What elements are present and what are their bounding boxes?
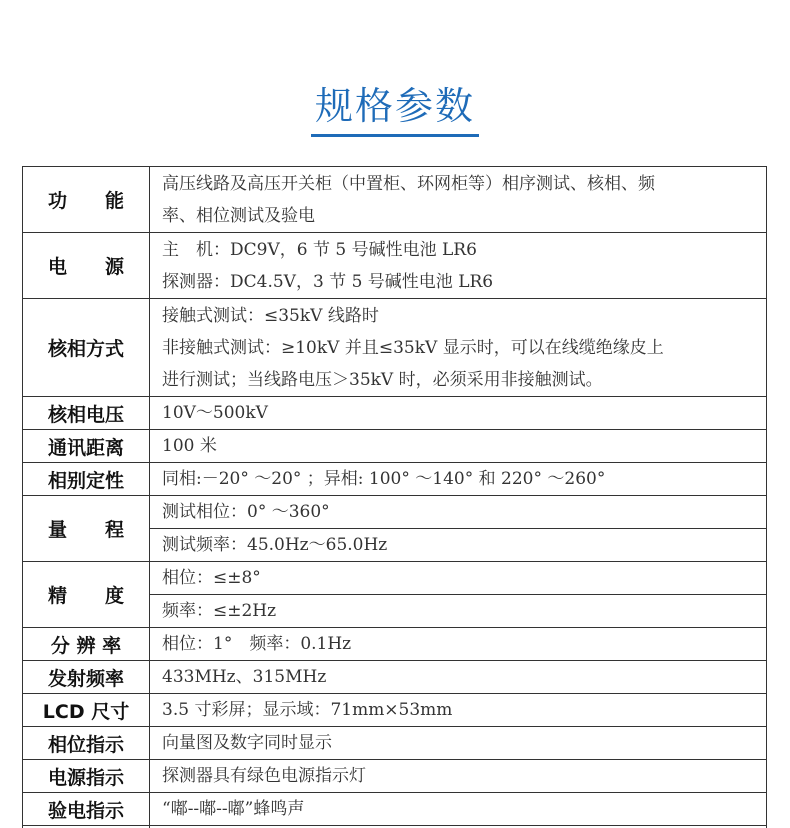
row-label: 核相方式 <box>23 299 150 397</box>
table-row <box>23 397 767 430</box>
row-label: 相别定性 <box>23 463 150 496</box>
page-title: 规格参数 <box>311 84 479 137</box>
value-line: 率、相位测试及验电 <box>162 205 315 226</box>
table-row <box>23 727 767 760</box>
row-value <box>150 167 767 233</box>
row-label: 电 源 <box>23 233 150 299</box>
row-value <box>150 661 767 694</box>
value-line: 探测器具有绿色电源指示灯 <box>162 766 366 786</box>
table-row <box>23 299 767 397</box>
value-line: 接触式测试：≤35kV 线路时 <box>162 305 379 326</box>
row-value <box>150 727 767 760</box>
value-line: 100 米 <box>162 436 217 456</box>
table-row <box>23 562 767 628</box>
row-value <box>150 760 767 793</box>
row-value <box>150 694 767 727</box>
value-line: 433MHz、315MHz <box>162 667 327 687</box>
value-line: 频率：≤±2Hz <box>150 594 766 627</box>
row-label: 验电指示 <box>23 793 150 826</box>
value-line: 相位：≤±8° <box>162 568 261 588</box>
value-line: 进行测试；当线路电压＞35kV 时，必须采用非接触测试。 <box>162 369 603 390</box>
table-row <box>23 496 767 562</box>
value-line: 高压线路及高压开关柜（中置柜、环网柜等）相序测试、核相、频 <box>162 173 655 194</box>
row-label: 发射频率 <box>23 661 150 694</box>
value-line: 3.5 寸彩屏；显示域：71mm×53mm <box>162 700 453 720</box>
row-label: 精 度 <box>23 562 150 628</box>
value-line: 主 机：DC9V，6 节 5 号碱性电池 LR6 <box>162 239 477 260</box>
row-value <box>150 463 767 496</box>
row-label: 核相电压 <box>23 397 150 430</box>
value-line: 测试相位：0° ～360° <box>162 502 330 522</box>
table-row <box>23 760 767 793</box>
table-continuation <box>22 822 767 828</box>
row-label: 通讯距离 <box>23 430 150 463</box>
row-label: 分 辨 率 <box>23 628 150 661</box>
table-row <box>23 628 767 661</box>
row-value <box>150 299 767 397</box>
row-label: LCD 尺寸 <box>23 694 150 727</box>
value-line: 探测器：DC4.5V，3 节 5 号碱性电池 LR6 <box>162 271 494 292</box>
value-line: 非接触式测试：≥10kV 并且≤35kV 显示时，可以在线缆绝缘皮上 <box>162 337 664 358</box>
row-value <box>150 430 767 463</box>
value-line: 测试频率：45.0Hz～65.0Hz <box>150 528 766 561</box>
row-label: 量 程 <box>23 496 150 562</box>
row-label: 相位指示 <box>23 727 150 760</box>
value-line: 相位：1° 频率：0.1Hz <box>162 634 352 654</box>
title-block <box>0 84 790 137</box>
row-value <box>150 496 767 562</box>
value-line: “嘟--嘟--嘟”蜂鸣声 <box>162 799 305 819</box>
row-value <box>150 397 767 430</box>
table-row <box>23 167 767 233</box>
row-value <box>150 793 767 826</box>
value-line: 10V～500kV <box>162 403 268 423</box>
value-line: 同相:－20° ～20° ；异相: 100° ～140° 和 220° ～260° <box>162 469 606 489</box>
row-value <box>150 628 767 661</box>
row-label: 电源指示 <box>23 760 150 793</box>
table-row <box>23 694 767 727</box>
row-value <box>150 562 767 628</box>
row-label: 功 能 <box>23 167 150 233</box>
table-row <box>23 793 767 826</box>
table-row <box>23 463 767 496</box>
table-row <box>23 430 767 463</box>
value-line: 向量图及数字同时显示 <box>162 733 332 753</box>
spec-table <box>22 166 767 826</box>
row-value <box>150 233 767 299</box>
table-row <box>23 233 767 299</box>
table-row <box>23 661 767 694</box>
